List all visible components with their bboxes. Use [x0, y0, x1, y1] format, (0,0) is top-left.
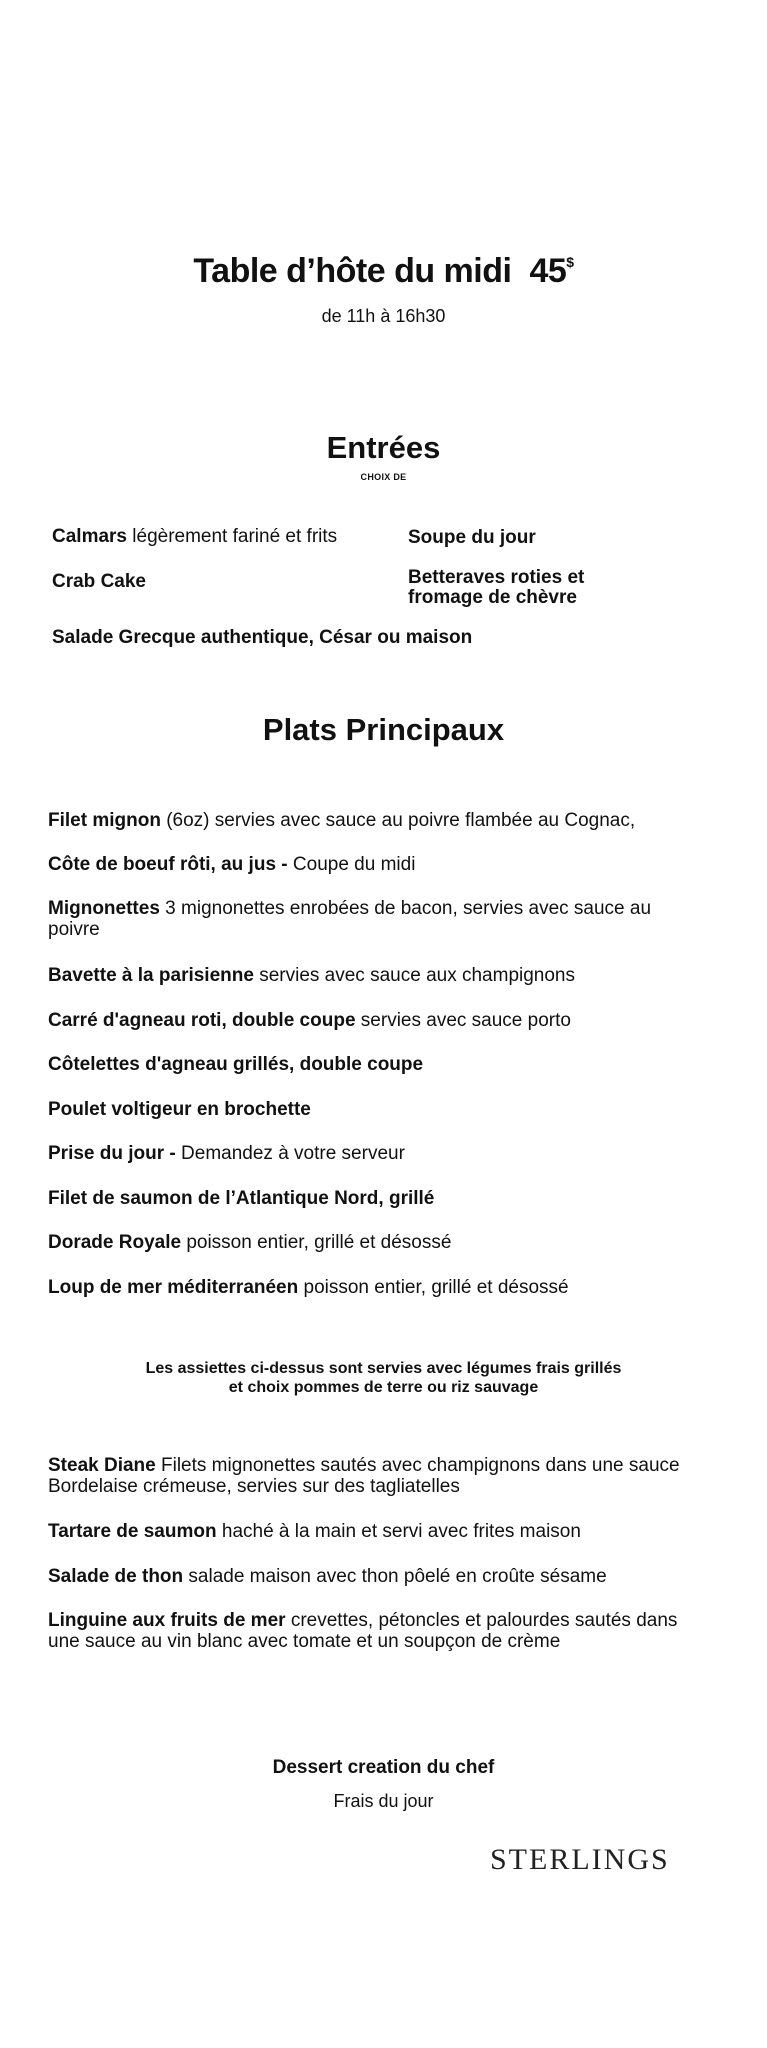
plat-name: Prise du jour - [48, 1143, 182, 1164]
plat-name: Bavette à la parisienne [48, 965, 254, 986]
plat-name: Filet de saumon de l’Atlantique Nord, grillé [48, 1188, 435, 1209]
special-desc: salade maison avec thon pôelé en croûte sésame [183, 1566, 607, 1587]
menu-hours: de 11h à 16h30 [321, 306, 446, 326]
plat-desc: Demandez à votre serveur [181, 1143, 405, 1164]
plat-desc: 3 mignonettes enrobées de bacon, servies avec sauce au poivre [48, 898, 652, 940]
plat-item [48, 1277, 569, 1298]
plat-name: Côte de boeuf rôti, au jus - [48, 854, 293, 875]
plat-desc: servies avec sauce porto [355, 1010, 571, 1031]
entree-name-line2: fromage de chèvre [408, 587, 577, 608]
plat-item [48, 1143, 405, 1164]
plat-item [48, 1232, 451, 1253]
special-desc: crevettes, pétoncles et palourdes sautés dans une sauce au vin blanc avec tomate et un soupçon de crème [48, 1610, 678, 1652]
entree-name: Betteraves roties et [408, 567, 585, 588]
sterlings-logo: STERLINGS [490, 1843, 670, 1876]
dessert-title: Dessert creation du chef [272, 1757, 495, 1778]
entree-item [52, 571, 146, 592]
entree-desc: légèrement fariné et frits [127, 526, 338, 547]
special-item [48, 1610, 698, 1652]
plats-note [0, 1359, 767, 1397]
special-name: Linguine aux fruits de mer [48, 1610, 286, 1631]
special-item [48, 1566, 607, 1587]
price-value: 45 [529, 252, 567, 290]
plats-note-line2: et choix pommes de terre ou riz sauvage [228, 1379, 539, 1396]
plat-item [48, 1010, 571, 1031]
plats-heading: Plats Principaux [262, 712, 505, 747]
plat-item [48, 1099, 311, 1120]
plat-name: Loup de mer méditerranéen [48, 1277, 299, 1298]
entree-name: Calmars [52, 526, 127, 547]
plat-item [48, 1054, 423, 1075]
plat-item [48, 1188, 434, 1209]
entree-name: Crab Cake [52, 571, 146, 592]
plat-item [48, 810, 635, 831]
plat-name: Poulet voltigeur en brochette [48, 1099, 311, 1120]
plat-item [48, 898, 688, 940]
entree-name: Salade Grecque authentique, César ou maison [52, 627, 473, 648]
dessert-subtitle: Frais du jour [333, 1791, 434, 1811]
price-currency: $ [566, 254, 574, 270]
entrees-heading: Entrées [326, 430, 441, 465]
entree-item [408, 527, 536, 548]
plat-desc: poisson entier, grillé et désossé [181, 1232, 452, 1253]
menu-title [0, 252, 767, 291]
plat-item [48, 965, 575, 986]
special-desc: Filets mignonettes sautés avec champignons dans une sauce Bordelaise crémeuse, servies sur des tagliatelles [48, 1455, 680, 1497]
plat-desc: Coupe du midi [292, 854, 416, 875]
menu-price [529, 252, 573, 290]
entree-name: Soupe du jour [408, 527, 536, 548]
plat-desc: poisson entier, grillé et désossé [298, 1277, 569, 1298]
special-item [48, 1455, 698, 1497]
entree-item [52, 526, 337, 547]
plat-item [48, 854, 415, 875]
special-name: Salade de thon [48, 1566, 184, 1587]
plat-name: Dorade Royale [48, 1232, 182, 1253]
special-desc: haché à la main et servi avec frites maison [216, 1521, 581, 1542]
plat-name: Côtelettes d'agneau grillés, double coupe [48, 1054, 424, 1075]
special-name: Tartare de saumon [48, 1521, 217, 1542]
special-item [48, 1521, 581, 1542]
menu-title-text: Table d’hôte du midi [193, 252, 512, 290]
special-name: Steak Diane [48, 1455, 156, 1476]
plats-note-line1: Les assiettes ci-dessus sont servies avec légumes frais grillés [145, 1360, 622, 1377]
plat-desc: servies avec sauce aux champignons [253, 965, 575, 986]
plat-desc: (6oz) servies avec sauce au poivre flambée au Cognac, [160, 810, 636, 831]
plat-name: Carré d'agneau roti, double coupe [48, 1010, 356, 1031]
plat-name: Mignonettes [48, 898, 160, 919]
plat-name: Filet mignon [48, 810, 161, 831]
entrees-subheading: CHOIX DE [360, 472, 407, 482]
entree-item [52, 627, 472, 648]
entree-item [408, 568, 584, 608]
